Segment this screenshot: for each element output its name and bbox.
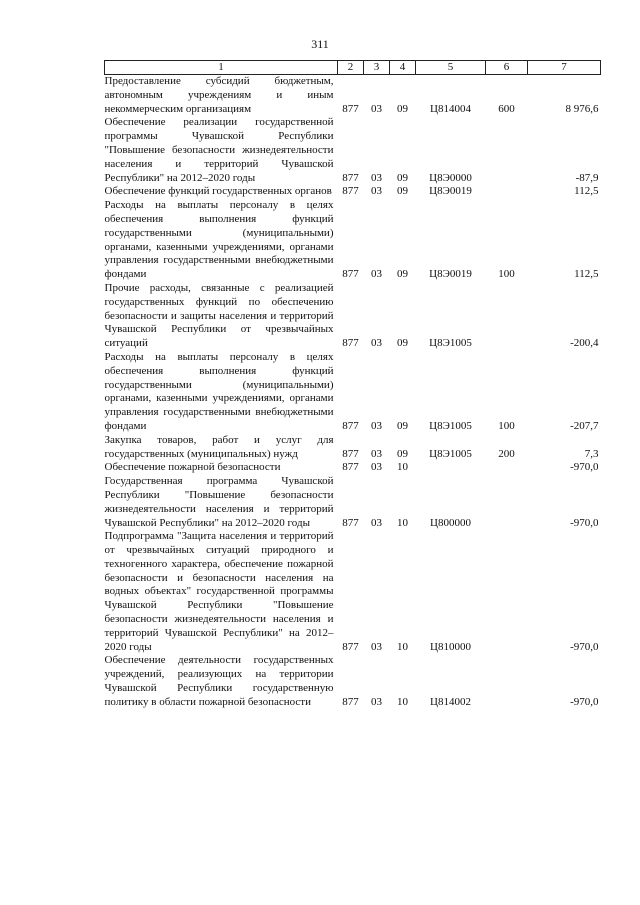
- header-col-4: 4: [390, 61, 416, 75]
- row-description: Закупка товаров, работ и услуг для государственных (муниципальных) нужд: [104, 433, 334, 460]
- row-expense-type: [486, 654, 528, 709]
- row-description: Расходы на выплаты персоналу в целях обеспечения выполнения функций государственными (муниципальными) органами, казенными учреждениями, органами управления государственными внебюджетными фондами: [104, 199, 334, 281]
- row-section: 03: [371, 185, 382, 198]
- row-target-article: Ц8Э1005: [429, 447, 472, 460]
- header-col-6: 6: [486, 61, 528, 75]
- row-description: Обеспечение деятельности государственных учреждений, реализующих на территории Чувашской Республики государственную политику в области пожарной безопасности: [104, 654, 334, 708]
- row-ministry-code: 877: [342, 695, 359, 708]
- row-ministry-code: 877: [342, 185, 359, 198]
- row-ministry-code: 877: [342, 461, 359, 474]
- row-amount: -207,7: [570, 419, 599, 432]
- row-target-article: Ц8Э0000: [429, 171, 472, 184]
- row-subsection: 09: [397, 447, 408, 460]
- row-ministry-code: 877: [342, 640, 359, 653]
- row-subsection: 09: [397, 171, 408, 184]
- row-target-article: Ц814002: [430, 695, 471, 708]
- row-amount: 8 976,6: [565, 102, 599, 115]
- row-section: 03: [371, 447, 382, 460]
- row-ministry-code: 877: [342, 102, 359, 115]
- row-section: 03: [371, 102, 382, 115]
- row-amount: 112,5: [574, 268, 599, 281]
- row-amount: -970,0: [570, 461, 599, 474]
- row-subsection: 09: [397, 337, 408, 350]
- row-section: 03: [371, 268, 382, 281]
- table-row: [105, 185, 601, 199]
- row-subsection: 10: [397, 516, 408, 529]
- row-section: 03: [371, 337, 382, 350]
- table-row: [105, 351, 601, 434]
- row-target-article: Ц8Э0019: [429, 185, 472, 198]
- row-target-article: Ц8Э1005: [429, 419, 472, 432]
- header-col-7: 7: [528, 61, 601, 75]
- row-expense-type: 200: [498, 447, 515, 460]
- table-row: [105, 434, 601, 462]
- row-expense-type: [486, 530, 528, 654]
- table-row: [105, 282, 601, 351]
- row-subsection: 09: [397, 419, 408, 432]
- row-description: Прочие расходы, связанные с реализацией государственных функций по обеспечению безопасности и защиты населения и территорий Чувашской Республики от чрезвычайных ситуаций: [104, 281, 334, 350]
- row-description: Подпрограмма "Защита населения и территорий от чрезвычайных ситуаций природного и техногенного характера, обеспечение пожарной безопасности и безопасности населения на водных объектах" государственной программы Чувашской Республики "Повышение безопасности жизнедеятельности населения и территорий Чувашской Республики" на 2012–2020 годы: [104, 530, 334, 653]
- row-subsection: 09: [397, 185, 408, 198]
- table-body: [105, 75, 601, 710]
- row-ministry-code: 877: [342, 337, 359, 350]
- row-target-article: Ц8Э1005: [429, 337, 472, 350]
- row-section: 03: [371, 419, 382, 432]
- table-row: [105, 475, 601, 530]
- row-expense-type: [486, 461, 528, 475]
- row-amount: -87,9: [575, 171, 599, 184]
- row-target-article: Ц810000: [430, 640, 471, 653]
- row-section: 03: [371, 461, 382, 474]
- table-header: [105, 61, 601, 75]
- row-section: 03: [371, 640, 382, 653]
- row-amount: 7,3: [584, 447, 599, 460]
- row-target-article: Ц8Э0019: [429, 268, 472, 281]
- row-section: 03: [371, 695, 382, 708]
- page-number: 311: [311, 37, 329, 51]
- table-row: [105, 75, 601, 117]
- table-row: [105, 530, 601, 654]
- row-amount: -970,0: [570, 516, 599, 529]
- row-ministry-code: 877: [342, 171, 359, 184]
- row-amount: -200,4: [570, 337, 599, 350]
- row-ministry-code: 877: [342, 268, 359, 281]
- table-row: [105, 116, 601, 185]
- row-expense-type: 600: [498, 102, 515, 115]
- row-target-article: Ц800000: [430, 516, 471, 529]
- header-col-5: 5: [416, 61, 486, 75]
- row-description: Обеспечение реализации государственной программы Чувашской Республики "Повышение безопасности жизнедеятельности населения и территорий Чувашской Республики" на 2012–2020 годы: [104, 116, 334, 184]
- header-col-3: 3: [364, 61, 390, 75]
- row-amount: -970,0: [570, 695, 599, 708]
- row-subsection: 10: [397, 461, 408, 474]
- row-subsection: 09: [397, 102, 408, 115]
- row-subsection: 10: [397, 640, 408, 653]
- row-description: Расходы на выплаты персоналу в целях обеспечения выполнения функций государственными (муниципальными) органами, казенными учреждениями, органами управления государственными внебюджетными фондами: [104, 350, 334, 432]
- header-col-2: 2: [338, 61, 364, 75]
- row-target-article: Ц814004: [430, 102, 471, 115]
- row-description: Обеспечение функций государственных органов: [104, 185, 332, 198]
- row-section: 03: [371, 171, 382, 184]
- table-row: [105, 654, 601, 709]
- row-amount: -970,0: [570, 640, 599, 653]
- row-section: 03: [371, 516, 382, 529]
- row-description: Обеспечение пожарной безопасности: [104, 461, 281, 474]
- row-description: Государственная программа Чувашской Республики "Повышение безопасности жизнедеятельности населения и территорий Чувашской Республики" на 2012–2020 годы: [104, 475, 334, 529]
- row-subsection: 10: [397, 695, 408, 708]
- row-ministry-code: 877: [342, 447, 359, 460]
- row-expense-type: [486, 185, 528, 199]
- budget-table: [104, 60, 601, 710]
- header-col-1: 1: [105, 61, 338, 75]
- row-amount: 112,5: [574, 185, 599, 198]
- row-target-article: [416, 461, 486, 475]
- row-expense-type: 100: [498, 419, 515, 432]
- row-subsection: 09: [397, 268, 408, 281]
- row-expense-type: 100: [498, 268, 515, 281]
- row-ministry-code: 877: [342, 419, 359, 432]
- row-expense-type: [486, 116, 528, 185]
- row-ministry-code: 877: [342, 516, 359, 529]
- row-description: Предоставление субсидий бюджетным, автономным учреждениям и иным некоммерческим организациям: [104, 75, 334, 115]
- table-row: [105, 461, 601, 475]
- row-expense-type: [486, 475, 528, 530]
- table-row: [105, 199, 601, 282]
- row-expense-type: [486, 282, 528, 351]
